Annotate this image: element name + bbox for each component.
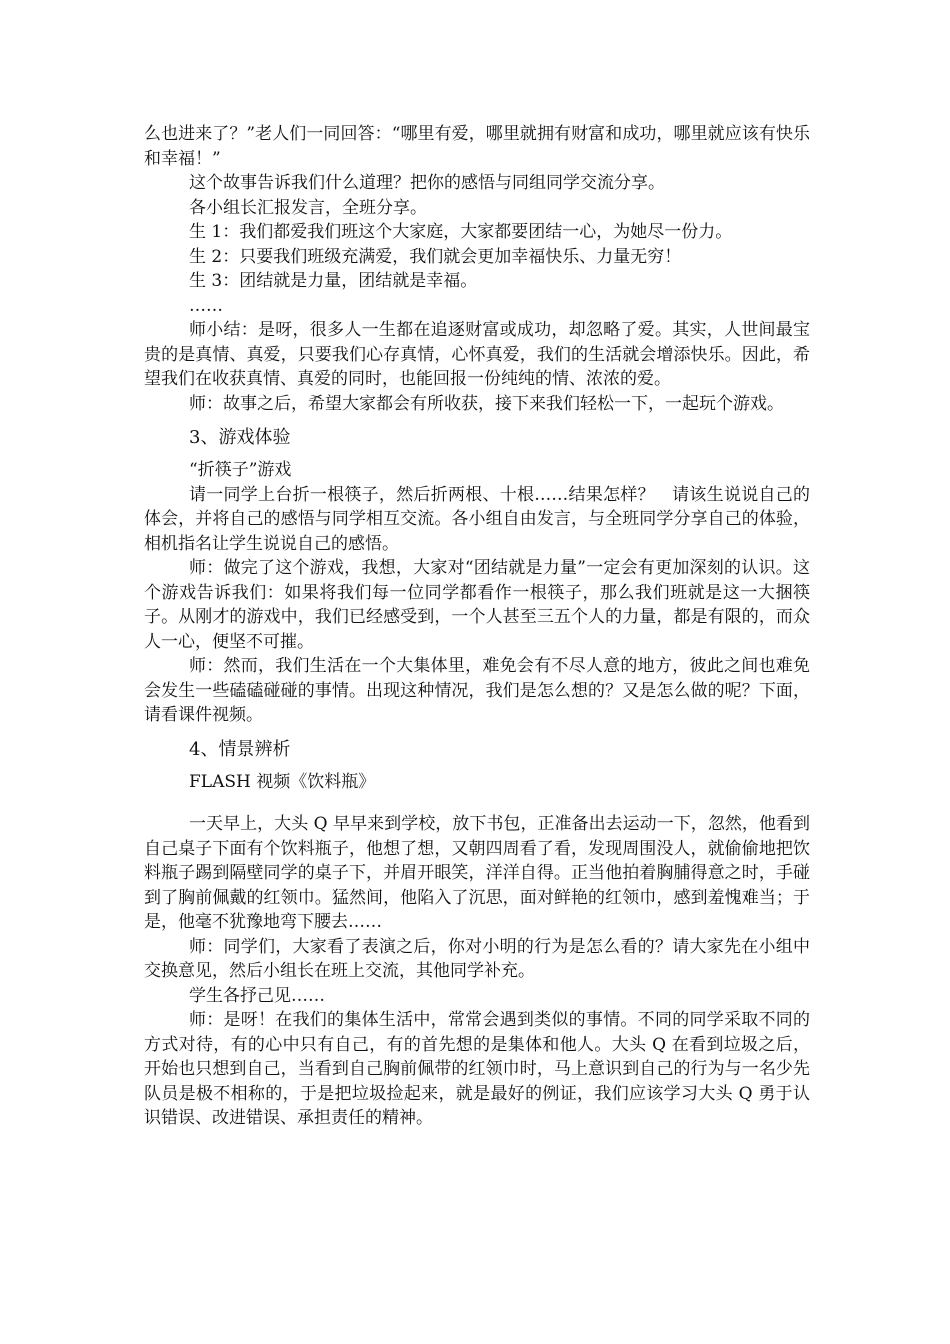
document-page [144,122,810,1131]
paragraph-question: 这个故事告诉我们什么道理？把你的感悟与同组同学交流分享。 [189,173,665,193]
paragraph-game-reflection: 师：做完了这个游戏，我想，大家对“团结就是力量”一定会有更加深刻的认识。这个游戏告诉我们：如果将我们每一位同学都看作一根筷子，那么我们班就是这一大捆筷子。从刚才的游戏中，我们已经感受到，一个人甚至三五个人的力量，都是有限的，而众人一心，便坚不可摧。 [144,558,810,652]
paragraph-student-2: 生 2：只要我们班级充满爱，我们就会更加幸福快乐、力量无穷！ [189,246,682,267]
paragraph-game-title: “折筷子”游戏 [189,460,292,480]
paragraph-group-report: 各小组长汇报发言，全班分享。 [189,197,427,218]
paragraph-students-discuss: 学生各抒己见…… [189,985,325,1006]
paragraph-video-story: 一天早上，大头 Q 早早来到学校，放下书包，正准备出去运动一下，忽然，他看到自己桌子下面有个饮料瓶子，他想了想，又朝四周看了看，发现周围没人，就偷偷地把饮料瓶子踢到隔壁同学的桌子下，并眉开眼笑，洋洋自得。正当他拍着胸脯得意之时，手碰到了胸前佩戴的红领巾。猛然间，他陷入了沉思，面对鲜艳的红领巾，感到羞愧难当；于是，他毫不犹豫地弯下腰去…… [144,814,810,932]
paragraph-teacher-conclusion: 师：是呀！在我们的集体生活中，常常会遇到类似的事情。不同的同学采取不同的方式对待，有的心中只有自己，有的首先想的是集体和他人。大头 Q 在看到垃圾之后，开始也只想到自己，当看到自己胸前佩带的红领巾时，马上意识到自己的行为与一名少先队员是极不相称的，于是把垃圾捡起来，就是最好的例证，我们应该学习大头 Q 勇于认识错误、改进错误、承担责任的精神。 [144,1010,810,1128]
paragraph-ellipsis: …… [189,295,223,316]
section-heading-scenario: 4、情景辨析 [189,738,291,760]
spacer [144,794,810,812]
section-heading-game: 3、游戏体验 [189,427,291,448]
paragraph-teacher-summary: 师小结：是呀，很多人一生都在追逐财富或成功，却忽略了爱。其实，人世间最宝贵的是真情、真爱，只要我们心存真情，心怀真爱，我们的生活就会增添快乐。因此，希望我们在收获真情、真爱的同时，也能回报一份纯纯的情、浓浓的爱。 [144,320,810,389]
paragraph-video-intro: 师：然而，我们生活在一个大集体里，难免会有不尽人意的地方，彼此之间也难免会发生一些磕磕碰碰的事情。出现这种情况，我们是怎么想的？又是怎么做的呢？下面，请看课件视频。 [144,656,810,725]
paragraph-teacher-question: 师：同学们，大家看了表演之后，你对小明的行为是怎么看的？请大家先在小组中交换意见，然后小组长在班上交流，其他同学补充。 [144,936,810,981]
paragraph-story-ending: 么也进来了？”老人们一同回答：“哪里有爱，哪里就拥有财富和成功，哪里就应该有快乐和幸福！” [144,124,810,169]
paragraph-teacher-transition: 师：故事之后，希望大家都会有所收获，接下来我们轻松一下，一起玩个游戏。 [189,393,784,414]
paragraph-student-1: 生 1：我们都爱我们班这个大家庭，大家都要团结一心，为她尽一份力。 [189,222,733,242]
paragraph-video-title: FLASH 视频《饮料瓶》 [189,771,376,792]
paragraph-game-instructions: 请一同学上台折一根筷子，然后折两根、十根……结果怎样？ 请该生说说自己的体会，并将自己的感悟与同学相互交流。各小组自由发言，与全班同学分享自己的体验，相机指名让学生说说自己的感悟。 [144,484,810,554]
paragraph-student-3: 生 3：团结就是力量，团结就是幸福。 [189,271,478,291]
